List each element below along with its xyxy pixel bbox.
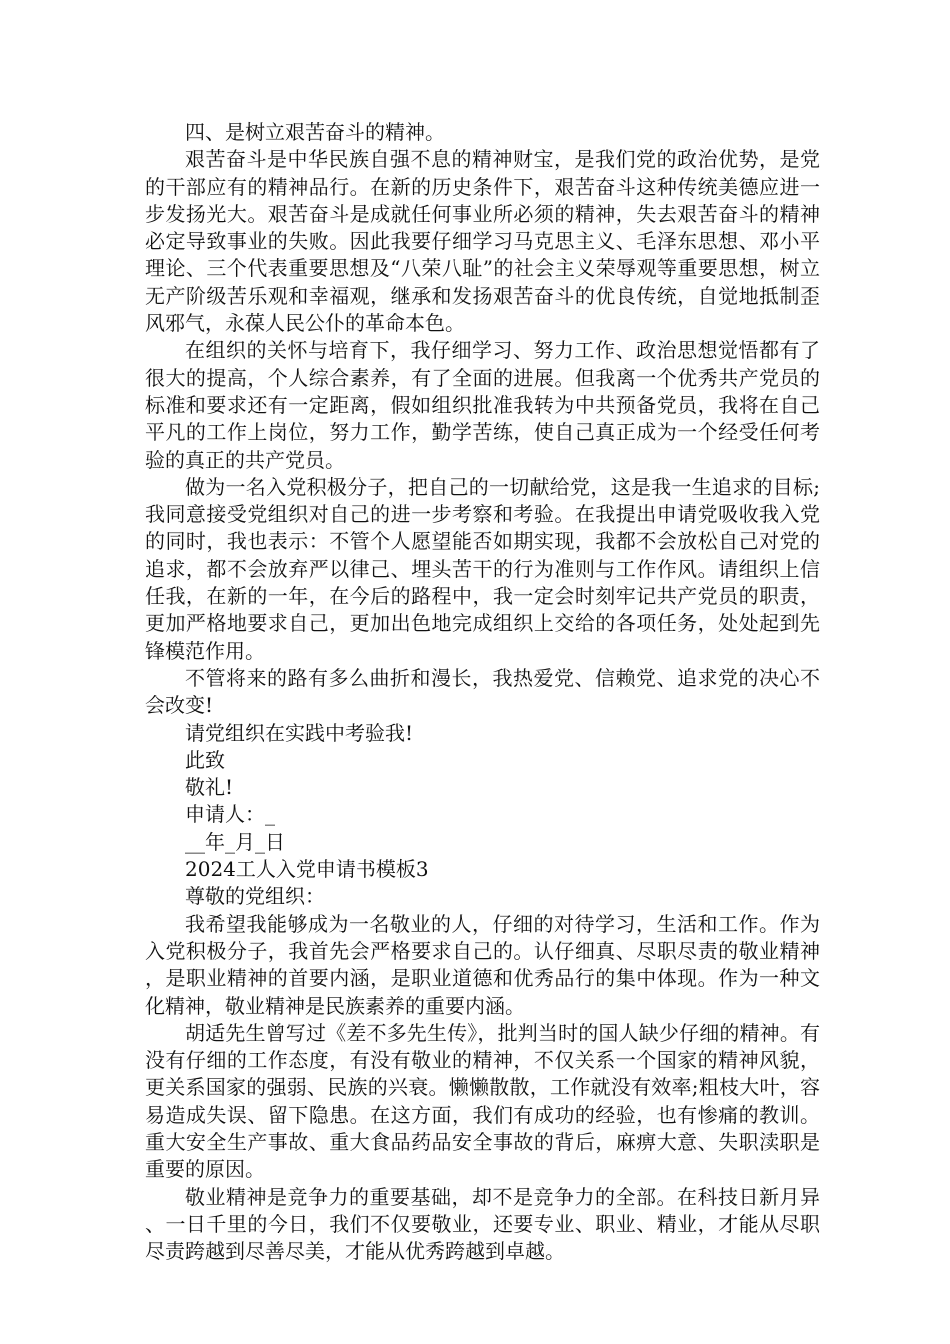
paragraph-hard-work: 艰苦奋斗是中华民族自强不息的精神财宝，是我们党的政治优势，是党的干部应有的精神品行。在新的历史条件下，艰苦奋斗这种传统美德应进一步发扬光大。艰苦奋斗是成就任何事业所必须的精神，失去艰苦奋斗的精神必定导致事业的失败。因此我要仔细学习马克思主义、毛泽东思想、邓小平理论、三个代表重要思想及“八荣八耻”的社会主义荣辱观等重要思想，树立无产阶级苦乐观和幸福观，继承和发扬艰苦奋斗的优良传统，自觉地抵制歪风邪气，永葆人民公仆的革命本色。 [145, 147, 820, 336]
paragraph-commitment: 做为一名入党积极分子，把自己的一切献给党，这是我一生追求的目标;我同意接受党组织对自己的进一步考察和考验。在我提出申请党吸收我入党的同时，我也表示：不管个人愿望能否如期实现，我都不会放松自己对党的追求，都不会放弃严以律己、埋头苦干的行为准则与工作作风。请组织上信任我，在新的一年，在今后的路程中，我一定会时刻牢记共产党员的职责，更加严格地要求自己，更加出色地完成组织上交给的各项任务，处处起到先锋模范作用。 [145, 474, 820, 663]
applicant-line: 申请人：_ [185, 802, 275, 827]
paragraph-resolve: 不管将来的路有多么曲折和漫长，我热爱党、信赖党、追求党的决心不会改变! [145, 665, 820, 718]
closing-request: 请党组织在实践中考验我! [185, 720, 414, 745]
paragraph-competitiveness: 敬业精神是竞争力的重要基础，却不是竞争力的全部。在科技日新月异、一日千里的今日，我们不仅要敬业，还要专业、职业、精业，才能从尽职尽责跨越到尽善尽美，才能从优秀跨越到卓越。 [145, 1184, 820, 1264]
document-page [145, 119, 820, 1265]
section-heading-4: 四、是树立艰苦奋斗的精神。 [185, 120, 445, 144]
paragraph-hushi: 胡适先生曾写过《差不多先生传》，批判当时的国人缺少仔细的精神。有没有仔细的工作态度，有没有敬业的精神，不仅关系一个国家的精神风貌，更关系国家的强弱、民族的兴衰。懒懒散散，工作就没有效率;粗枝大叶，容易造成失误、留下隐患。在这方面，我们有成功的经验，也有惨痛的教训。重大安全生产事故、重大食品药品安全事故的背后，麻痹大意、失职渎职是重要的原因。 [145, 1020, 820, 1182]
paragraph-dedication: 我希望我能够成为一名敬业的人，仔细的对待学习，生活和工作。作为入党积极分子，我首先会严格要求自己的。认仔细真、尽职尽责的敬业精神，是职业精神的首要内涵，是职业道德和优秀品行的集中体现。作为一种文化精神，敬业精神是民族素养的重要内涵。 [145, 911, 820, 1018]
date-line: __年_月_日 [185, 829, 285, 854]
closing-cizhi: 此致 [185, 747, 225, 772]
salutation: 尊敬的党组织： [185, 884, 325, 909]
closing-jingli: 敬礼! [185, 775, 234, 800]
template-title: 2024工人入党申请书模板3 [185, 857, 429, 882]
paragraph-progress: 在组织的关怀与培育下，我仔细学习、努力工作、政治思想觉悟都有了很大的提高，个人综合素养，有了全面的进展。但我离一个优秀共产党员的标准和要求还有一定距离，假如组织批准我转为中共预备党员，我将在自己平凡的工作上岗位，努力工作，勤学苦练，使自己真正成为一个经受任何考验的真正的共产党员。 [145, 338, 820, 472]
